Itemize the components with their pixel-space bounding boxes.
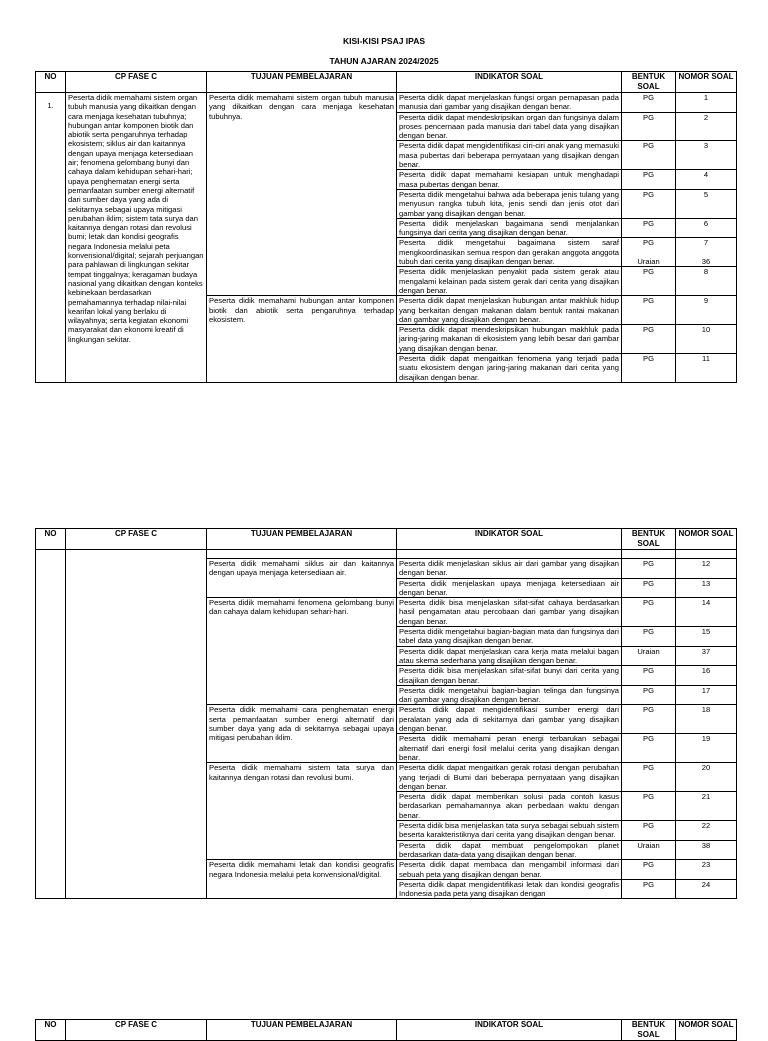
bentuk-soal: PG [622,267,676,296]
bentuk-soal: PG [622,763,676,792]
bentuk-soal: PG [622,354,676,383]
nomor-soal: 23 [676,860,737,880]
document-subtitle: TAHUN AJARAN 2024/2025 [329,56,439,66]
indikator-soal: Peserta didik memahami peran energi terbarukan sebagai alternatif dari energi fosil melalui cerita yang disajikan dengan benar. [397,734,622,763]
indikator-soal: Peserta didik menjelaskan penyakit pada sistem gerak atau mengalami kelainan pada sistem gerak dari cerita yang disajikan dengan benar. [397,267,622,296]
bentuk-soal: PG [622,685,676,705]
nomor-soal: 11 [676,354,737,383]
header-cp: CP FASE C [66,1020,207,1041]
bentuk-soal: PG [622,218,676,238]
indikator-soal: Peserta didik dapat membaca dan mengambil informasi dari sebuah peta yang disajikan dengan benar. [397,860,622,880]
row-number: 1. [36,93,66,383]
kisi-kisi-table-page-2 [35,528,737,899]
tujuan-pembelajaran: Peserta didik memahami fenomena gelombang bunyi dan cahaya dalam kehidupan sehari-hari. [207,598,397,705]
header-indikator: INDIKATOR SOAL [397,72,622,93]
indikator-soal: Peserta didik mengetahui bahwa ada beberapa jenis tulang yang menyusun rangka tubuh kita, jenis sendi dan jenis otot dari gambar yang disajikan dengan benar. [397,189,622,218]
bentuk-soal: PG [622,93,676,113]
header-no: NO [36,72,66,93]
header-nomor: NOMOR SOAL [676,72,737,93]
nomor-soal: 12 [676,559,737,579]
indikator-soal: Peserta didik dapat mengaitkan gerak rotasi dengan perubahan yang terjadi di Bumi dari beberapa pernyataan yang disajikan dengan benar. [397,763,622,792]
nomor-soal: 16 [676,666,737,686]
header-cp: CP FASE C [66,529,207,550]
bentuk-soal: Uraian [622,840,676,860]
bentuk-soal: PG [622,734,676,763]
nomor-soal: 9 [676,296,737,325]
tujuan-pembelajaran: Peserta didik memahami hubungan antar komponen biotik dan abiotik serta pengaruhnya terhadap ekosistem. [207,296,397,383]
header-nomor: NOMOR SOAL [676,529,737,550]
bentuk-soal: PG [622,325,676,354]
indikator-soal: Peserta didik dapat mengaitkan fenomena yang terjadi pada suatu ekosistem dengan jaring-jaring makanan dari cerita yang disajikan dengan benar. [397,354,622,383]
table-row [36,93,737,113]
indikator-soal: Peserta didik dapat mendeskripsikan hubungan makhluk pada jaring-jaring makanan di ekosistem yang lebih besar dari gambar yang disajikan dengan benar. [397,325,622,354]
indikator-soal: Peserta didik mengetahui bagian-bagian mata dan fungsinya dari tabel data yang disajikan dengan benar. [397,627,622,647]
nomor-soal: 22 [676,821,737,841]
bentuk-soal: PG [622,666,676,686]
nomor-soal: 3 [676,141,737,170]
spacer-row [36,550,737,559]
header-bentuk: BENTUK SOAL [622,1020,676,1041]
header-indikator: INDIKATOR SOAL [397,1020,622,1041]
cp-fase-c-empty [66,550,207,899]
indikator-soal: Peserta didik mengetahui bagian-bagian telinga dan fungsinya dari gambar yang disajikan dengan benar. [397,685,622,705]
tujuan-pembelajaran: Peserta didik memahami sistem tata surya dan kaitannya dengan rotasi dan revolusi bumi. [207,763,397,860]
header-nomor: NOMOR SOAL [676,1020,737,1041]
document-title: KISI-KISI PSAJ IPAS [342,36,426,46]
bentuk-soal-1: PG [643,238,654,248]
nomor-soal: 15 [676,627,737,647]
indikator-soal: Peserta didik dapat memberikan solusi pada contoh kasus berdasarkan pemahamannya akan perbedaan waktu dengan benar. [397,792,622,821]
nomor-soal: 1 [676,93,737,113]
indikator-soal: Peserta didik menjelaskan siklus air dari gambar yang disajikan dengan benar. [397,559,622,579]
nomor-soal: 19 [676,734,737,763]
nomor-soal: 38 [676,840,737,860]
bentuk-soal: PG [622,598,676,627]
indikator-soal: Peserta didik bisa menjelaskan sifat-sifat cahaya berdasarkan hasil pengamatan atau percobaan dari gambar yang disajikan dengan benar. [397,598,622,627]
indikator-soal: Peserta didik dapat mengidentifikasi sumber energi dari peralatan yang ada di sekitarnya dari gambar yang disajikan dengan benar. [397,705,622,734]
header-tp: TUJUAN PEMBELAJARAN [207,529,397,550]
nomor-soal-2: 36 [701,256,711,266]
nomor-soal: 18 [676,705,737,734]
indikator-soal: Peserta didik dapat mendeskripsikan organ dan fungsinya dalam proses pencernaan pada manusia dari tabel data yang disajikan dengan benar. [397,112,622,141]
nomor-soal: 24 [676,879,737,899]
indikator-soal: Peserta didik dapat menjelaskan cara kerja mata melalui bagan atau skema sederhana yang disajikan dengan benar. [397,646,622,666]
header-indikator: INDIKATOR SOAL [397,529,622,550]
table-header-row [36,529,737,550]
indikator-soal: Peserta didik dapat membuat pengelompokan planet berdasarkan data-data yang disajikan dengan benar. [397,840,622,860]
header-bentuk: BENTUK SOAL [622,72,676,93]
nomor-soal: 21 [676,792,737,821]
indikator-soal: Peserta didik dapat memahami kesiapan untuk menghadapi masa pubertas dengan benar. [397,170,622,190]
indikator-soal: Peserta didik dapat menjelaskan fungsi organ pernapasan pada manusia dari gambar yang disajikan dengan benar. [397,93,622,113]
nomor-soal: 4 [676,170,737,190]
bentuk-soal: PG [622,170,676,190]
bentuk-soal: PG [622,141,676,170]
table-header-row [36,72,737,93]
row-number-empty [36,550,66,899]
table-header-row [36,1020,737,1041]
nomor-soal: 8 [676,267,737,296]
nomor-soal: 14 [676,598,737,627]
bentuk-soal: PG [622,189,676,218]
tujuan-pembelajaran: Peserta didik memahami siklus air dan kaitannya dengan upaya menjaga ketersediaan air. [207,559,397,598]
bentuk-soal: PG [622,112,676,141]
header-tp: TUJUAN PEMBELAJARAN [207,1020,397,1041]
indikator-soal: Peserta didik bisa menjelaskan sifat-sifat bunyi dari cerita yang disajikan dengan benar. [397,666,622,686]
nomor-soal: 13 [676,578,737,598]
nomor-soal: 17 [676,685,737,705]
nomor-soal: 20 [676,763,737,792]
bentuk-soal [622,238,676,267]
bentuk-soal-2: Uraian [637,256,660,266]
tujuan-pembelajaran: Peserta didik memahami sistem organ tubuh manusia yang dikaitkan dengan cara menjaga kesehatan tubuhnya. [207,93,397,296]
indikator-soal: Peserta didik dapat mengidentifikasi letak dan kondisi geografis Indonesia pada peta yang disajikan dengan [397,879,622,899]
bentuk-soal: PG [622,792,676,821]
header-cp: CP FASE C [66,72,207,93]
cp-fase-c-text: Peserta didik memahami sistem organ tubuh manusia yang dikaitkan dengan cara menjaga kesehatan tubuhnya; hubungan antar komponen biotik dan abiotik serta pengaruhnya terhadap ekosistem; siklus air dan kaitannya dengan upaya menjaga ketersediaan air; fenomena gelombang bunyi dan cahaya dalam kehidupan sehari-hari; upaya penghematan energi serta pemanfaatan sumber energi alternatif dari sumber daya yang ada di sekitarnya sebagai upaya mitigasi perubahan iklim; sistem tata surya dan kaitannya dengan rotasi dan revolusi bumi; letak dan kondisi geografis negara Indonesia melalui peta konvensional/digital; sejarah perjuangan para pahlawan di lingkungan sekitar tempat tinggalnya; keragaman budaya nasional yang dikaitkan dengan konteks kebinekaan berdasarkan pemahamannya terhadap nilai-nilai kearifan lokal yang berlaku di wilayahnya; serta kegiatan ekonomi masyarakat dan ekonomi kreatif di lingkungan sekitar. [66,93,207,383]
indikator-soal: Peserta didik dapat menjelaskan hubungan antar makhluk hidup yang berkaitan dengan makanan dalam bentuk rantai makanan dari gambar yang disajikan dengan benar. [397,296,622,325]
indikator-soal: Peserta didik dapat mengidentifikasi ciri-ciri anak yang memasuki masa pubertas dari beberapa pernyataan yang disajikan dengan benar. [397,141,622,170]
header-tp: TUJUAN PEMBELAJARAN [207,72,397,93]
nomor-soal: 6 [676,218,737,238]
header-no: NO [36,529,66,550]
indikator-soal: Peserta didik mengetahui bagaimana sistem saraf mengkoordinasikan semua respon dan gerakan anggota anggota tubuh dari cerita yang disajikan dengan benar. [397,238,622,267]
nomor-soal: 5 [676,189,737,218]
nomor-soal: 10 [676,325,737,354]
bentuk-soal: PG [622,627,676,647]
bentuk-soal: PG [622,860,676,880]
kisi-kisi-table-page-3 [35,1019,737,1041]
indikator-soal: Peserta didik bisa menjelaskan tata surya sebagai sebuah sistem beserta karakteristiknya dari cerita yang disajikan dengan benar. [397,821,622,841]
nomor-soal: 37 [676,646,737,666]
tujuan-pembelajaran: Peserta didik memahami letak dan kondisi geografis negara Indonesia melalui peta konvensional/digital. [207,860,397,899]
bentuk-soal: PG [622,559,676,579]
indikator-soal: Peserta didik menjelaskan bagaimana sendi menjalankan fungsinya dari cerita yang disajikan dengan benar. [397,218,622,238]
header-bentuk: BENTUK SOAL [622,529,676,550]
nomor-soal [676,238,737,267]
nomor-soal-1: 7 [703,238,709,248]
bentuk-soal: PG [622,821,676,841]
nomor-soal: 2 [676,112,737,141]
kisi-kisi-table-page-1 [35,71,737,383]
bentuk-soal: PG [622,879,676,899]
indikator-soal: Peserta didik menjelaskan upaya menjaga ketersediaan air dengan benar. [397,578,622,598]
bentuk-soal: PG [622,705,676,734]
bentuk-soal: Uraian [622,646,676,666]
tujuan-pembelajaran: Peserta didik memahami cara penghematan energi serta pemanfaatan sumber energi alternatif dari sumber daya yang ada di sekitarnya sebagai upaya mitigasi perubahan iklim. [207,705,397,763]
bentuk-soal: PG [622,296,676,325]
bentuk-soal: PG [622,578,676,598]
header-no: NO [36,1020,66,1041]
